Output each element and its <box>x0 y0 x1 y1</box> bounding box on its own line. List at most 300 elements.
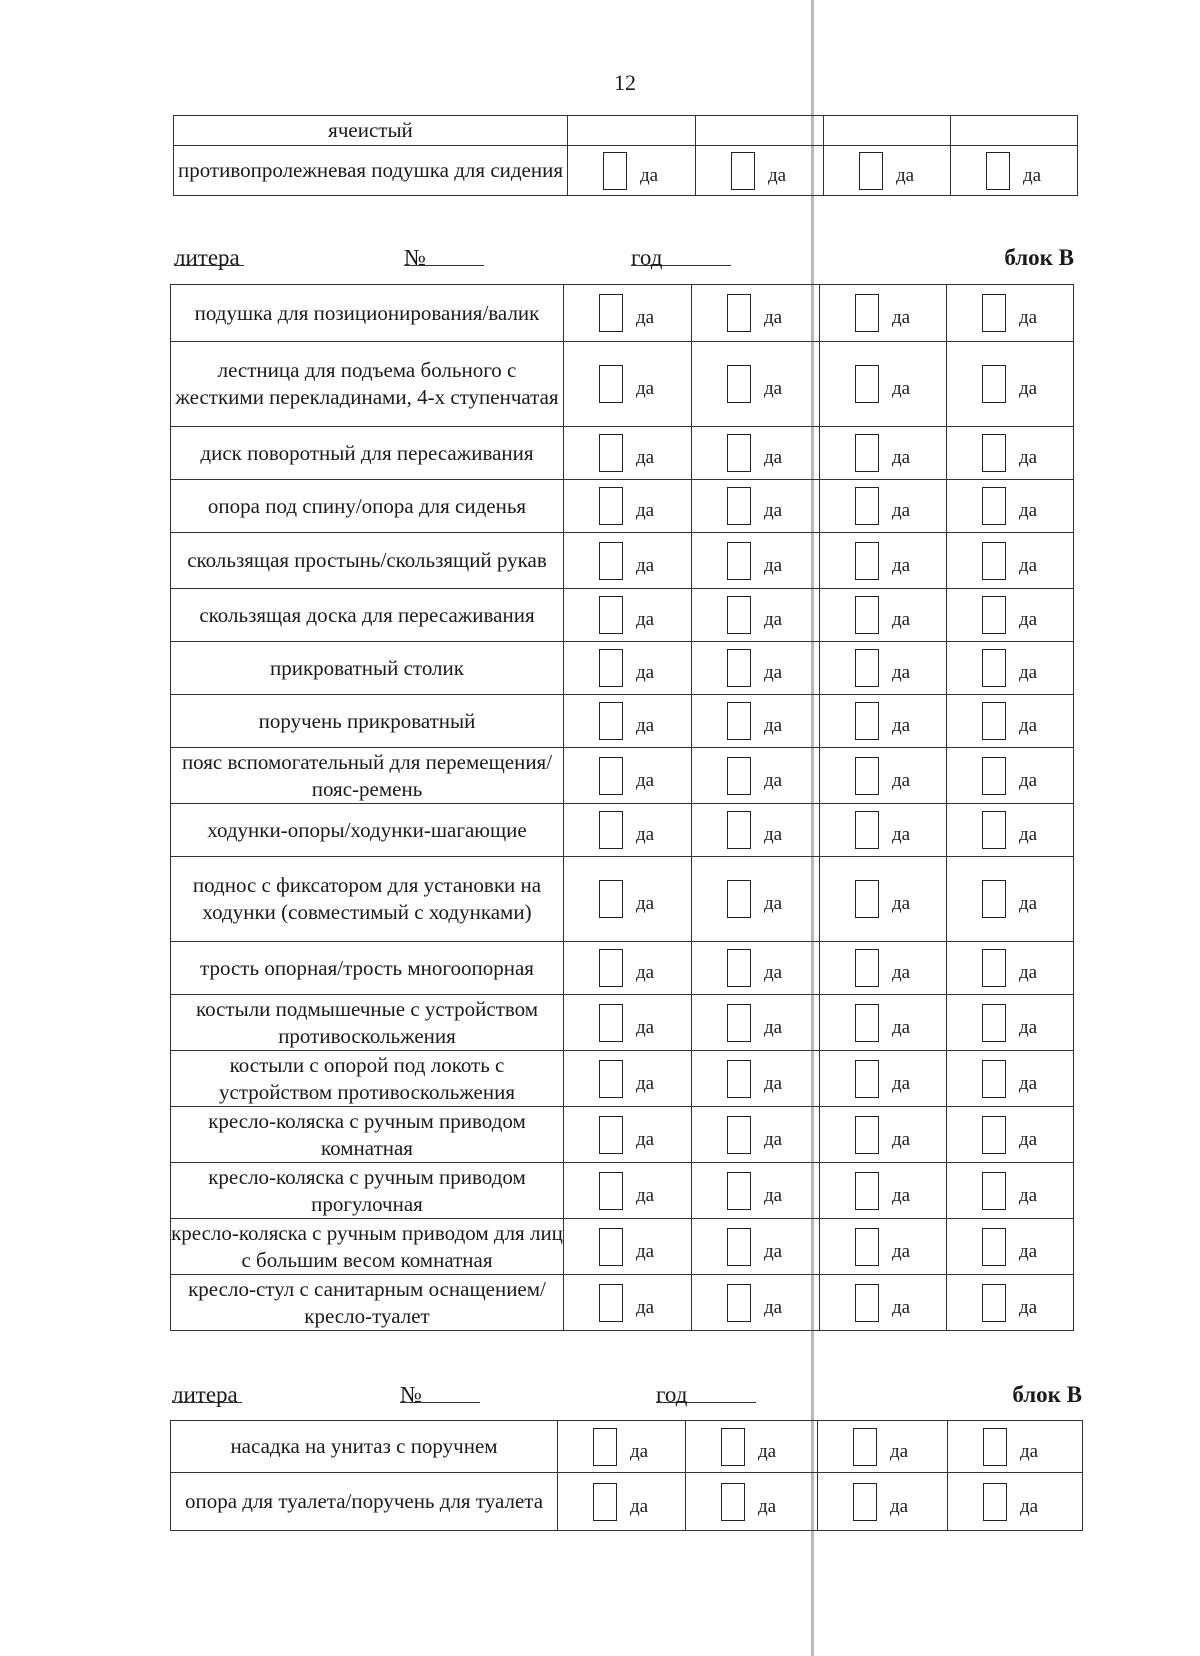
option-cell-4 <box>947 642 1074 695</box>
option-cell-2 <box>686 1473 818 1531</box>
option-cell-1 <box>564 427 692 480</box>
checkbox-yes-label: да <box>758 1440 777 1462</box>
table-row <box>171 995 1074 1051</box>
checkbox[interactable] <box>599 702 623 740</box>
checkbox-yes-label: да <box>764 662 783 683</box>
checkbox-yes-label: да <box>1023 164 1042 186</box>
checkbox[interactable] <box>727 1116 751 1154</box>
checkbox[interactable] <box>855 1284 879 1322</box>
option-cell-2 <box>692 480 820 533</box>
option-cell-4 <box>947 942 1074 995</box>
checkbox-yes-label: да <box>636 769 655 791</box>
checkbox[interactable] <box>727 649 751 687</box>
checkbox[interactable] <box>599 949 623 987</box>
checkbox[interactable] <box>982 596 1006 634</box>
option-cell-2 <box>692 748 820 804</box>
option-cell-4 <box>947 427 1074 480</box>
option-cell-2 <box>692 342 820 427</box>
option-cell-3 <box>820 1275 947 1331</box>
option-cell-2 <box>692 427 820 480</box>
checkbox-yes-label: да <box>764 824 783 845</box>
table-row <box>171 285 1074 342</box>
checkbox-yes-label: да <box>1019 447 1038 468</box>
checkbox[interactable] <box>855 702 879 740</box>
checkbox[interactable] <box>982 1228 1006 1266</box>
checkbox[interactable] <box>599 294 623 332</box>
table-row <box>171 1107 1074 1163</box>
item-label: кресло-стул с санитарным оснащением/кресло-туалет <box>171 1275 564 1331</box>
checkbox-yes-label: да <box>764 769 783 791</box>
checkbox[interactable] <box>855 1172 879 1210</box>
option-cell-3 <box>820 748 947 804</box>
option-cell-2 <box>692 1219 820 1275</box>
option-cell-4 <box>947 1163 1074 1219</box>
checkbox[interactable] <box>855 1060 879 1098</box>
option-cell-3 <box>820 857 947 942</box>
checkbox[interactable] <box>982 365 1006 403</box>
checkbox-yes-label: да <box>636 1016 655 1038</box>
checkbox[interactable] <box>982 1004 1006 1042</box>
checkbox-yes-label: да <box>892 824 911 845</box>
item-label: поднос с фиксатором для установки на ходунки (совместимый с ходунками) <box>171 857 564 942</box>
option-cell-3 <box>820 285 947 342</box>
checkbox[interactable] <box>859 152 883 190</box>
checkbox-yes-label: да <box>896 164 915 186</box>
option-cell-3 <box>820 1163 947 1219</box>
checkbox-yes-label: да <box>892 447 911 468</box>
checkbox[interactable] <box>982 1284 1006 1322</box>
checkbox[interactable] <box>599 365 623 403</box>
checkbox[interactable] <box>593 1428 617 1466</box>
checkbox[interactable] <box>855 365 879 403</box>
checkbox[interactable] <box>721 1428 745 1466</box>
checkbox-yes-label: да <box>892 1072 911 1094</box>
checkbox[interactable] <box>982 1172 1006 1210</box>
checkbox-yes-label: да <box>636 715 655 736</box>
checkbox[interactable] <box>599 649 623 687</box>
checkbox[interactable] <box>727 702 751 740</box>
option-cell-4 <box>951 146 1078 196</box>
section-header-1 <box>174 245 1074 275</box>
option-cell-3 <box>820 533 947 589</box>
checkbox-yes-label: да <box>764 1296 783 1318</box>
checkbox-yes-label: да <box>636 1128 655 1150</box>
option-cell-2 <box>692 1163 820 1219</box>
checkbox[interactable] <box>982 542 1006 580</box>
option-cell-4 <box>947 1051 1074 1107</box>
checkbox[interactable] <box>599 1116 623 1154</box>
checkbox[interactable] <box>853 1483 877 1521</box>
table-row <box>171 427 1074 480</box>
checkbox-yes-label: да <box>636 447 655 468</box>
table-row <box>171 1219 1074 1275</box>
checkbox[interactable] <box>855 1116 879 1154</box>
checkbox-yes-label: да <box>892 1240 911 1262</box>
checkbox-yes-label: да <box>1019 609 1038 630</box>
checkbox[interactable] <box>599 757 623 795</box>
checkbox-yes-label: да <box>764 1240 783 1262</box>
page-number: 12 <box>614 70 636 95</box>
checkbox[interactable] <box>982 434 1006 472</box>
table-row <box>174 116 1078 146</box>
option-cell-1 <box>568 116 696 146</box>
item-label: лестница для подъема больного с жесткими перекладинами, 4-х ступенчатая <box>171 342 564 427</box>
checkbox[interactable] <box>599 596 623 634</box>
checkbox[interactable] <box>599 1004 623 1042</box>
table-row <box>171 342 1074 427</box>
checkbox[interactable] <box>982 949 1006 987</box>
checkbox-yes-label: да <box>892 500 911 521</box>
option-cell-2 <box>686 1421 818 1473</box>
option-cell-1 <box>564 285 692 342</box>
table-row <box>174 146 1078 196</box>
item-label: скользящая простынь/скользящий рукав <box>171 533 564 589</box>
checkbox-yes-label: да <box>764 1072 783 1094</box>
checkbox-yes-label: да <box>636 824 655 845</box>
option-cell-2 <box>692 1051 820 1107</box>
checkbox-yes-label: да <box>630 1440 649 1462</box>
checkbox-yes-label: да <box>1019 1184 1038 1206</box>
option-cell-3 <box>820 804 947 857</box>
item-label: опора под спину/опора для сиденья <box>171 480 564 533</box>
checkbox-yes-label: да <box>764 500 783 521</box>
checkbox[interactable] <box>727 811 751 849</box>
item-label: поручень прикроватный <box>171 695 564 748</box>
checkbox[interactable] <box>727 294 751 332</box>
item-label: прикроватный столик <box>171 642 564 695</box>
option-cell-1 <box>564 589 692 642</box>
checkbox[interactable] <box>855 596 879 634</box>
checkbox[interactable] <box>855 811 879 849</box>
checkbox-yes-label: да <box>636 662 655 683</box>
option-cell-1 <box>564 1107 692 1163</box>
option-cell-4 <box>947 1219 1074 1275</box>
checkbox-yes-label: да <box>1019 378 1038 399</box>
table-row <box>171 642 1074 695</box>
checkbox[interactable] <box>721 1483 745 1521</box>
checkbox-yes-label: да <box>1019 500 1038 521</box>
checkbox[interactable] <box>853 1428 877 1466</box>
item-label: кресло-коляска с ручным приводом для лиц с большим весом комнатная <box>171 1219 564 1275</box>
checkbox[interactable] <box>982 294 1006 332</box>
option-cell-3 <box>820 1051 947 1107</box>
checkbox[interactable] <box>982 1060 1006 1098</box>
checkbox-yes-label: да <box>764 1128 783 1150</box>
checkbox[interactable] <box>727 434 751 472</box>
checkbox[interactable] <box>982 757 1006 795</box>
checkbox[interactable] <box>982 702 1006 740</box>
checkbox[interactable] <box>855 880 879 918</box>
table-row <box>171 942 1074 995</box>
checkbox-yes-label: да <box>1019 1072 1038 1094</box>
checkbox[interactable] <box>727 949 751 987</box>
checkbox[interactable] <box>855 1004 879 1042</box>
checkbox[interactable] <box>727 757 751 795</box>
checkbox[interactable] <box>599 542 623 580</box>
checkbox[interactable] <box>855 649 879 687</box>
option-cell-3 <box>818 1421 948 1473</box>
equipment-table-block-b <box>170 284 1074 1331</box>
option-cell-2 <box>692 589 820 642</box>
item-label: трость опорная/трость многоопорная <box>171 942 564 995</box>
checkbox-yes-label: да <box>636 1296 655 1318</box>
option-cell-2 <box>696 146 824 196</box>
checkbox-yes-label: да <box>636 1072 655 1094</box>
checkbox[interactable] <box>599 1060 623 1098</box>
option-cell-4 <box>947 533 1074 589</box>
checkbox-yes-label: да <box>892 307 911 328</box>
option-cell-1 <box>564 1275 692 1331</box>
checkbox[interactable] <box>731 152 755 190</box>
checkbox[interactable] <box>599 811 623 849</box>
checkbox-yes-label: да <box>1019 1240 1038 1262</box>
checkbox-yes-label: да <box>636 1184 655 1206</box>
equipment-table-block-b-2 <box>170 1420 1083 1531</box>
checkbox-yes-label: да <box>636 378 655 399</box>
section-header-2 <box>172 1382 1082 1412</box>
checkbox[interactable] <box>855 1228 879 1266</box>
checkbox-yes-label: да <box>1019 1016 1038 1038</box>
option-cell-4 <box>947 804 1074 857</box>
litera-label: литера <box>172 1382 238 1407</box>
checkbox-yes-label: да <box>1019 715 1038 736</box>
option-cell-2 <box>692 285 820 342</box>
option-cell-2 <box>692 995 820 1051</box>
option-cell-1 <box>564 342 692 427</box>
checkbox[interactable] <box>982 1116 1006 1154</box>
item-label: кресло-коляска с ручным приводом прогулочная <box>171 1163 564 1219</box>
option-cell-1 <box>564 1163 692 1219</box>
item-label: пояс вспомогательный для перемещения/пояс-ремень <box>171 748 564 804</box>
checkbox[interactable] <box>599 1172 623 1210</box>
checkbox-yes-label: да <box>892 1184 911 1206</box>
checkbox[interactable] <box>982 649 1006 687</box>
item-label: кресло-коляска с ручным приводом комнатная <box>171 1107 564 1163</box>
checkbox-yes-label: да <box>636 893 655 914</box>
checkbox-yes-label: да <box>892 378 911 399</box>
option-cell-1 <box>564 1219 692 1275</box>
checkbox[interactable] <box>727 1172 751 1210</box>
option-cell-4 <box>947 995 1074 1051</box>
option-cell-4 <box>947 1107 1074 1163</box>
item-label: скользящая доска для пересаживания <box>171 589 564 642</box>
checkbox[interactable] <box>727 1004 751 1042</box>
item-label: костыли с опорой под локоть с устройством противоскольжения <box>171 1051 564 1107</box>
option-cell-4 <box>947 857 1074 942</box>
option-cell-1 <box>564 533 692 589</box>
option-cell-3 <box>820 695 947 748</box>
option-cell-4 <box>948 1421 1083 1473</box>
item-label: противопролежневая подушка для сидения <box>174 146 568 196</box>
checkbox-yes-label: да <box>1019 662 1038 683</box>
table-row <box>171 1473 1083 1531</box>
item-label: ячеистый <box>174 116 568 146</box>
checkbox[interactable] <box>599 434 623 472</box>
option-cell-4 <box>947 480 1074 533</box>
checkbox-yes-label: да <box>636 554 655 576</box>
checkbox[interactable] <box>983 1483 1007 1521</box>
table-row <box>171 589 1074 642</box>
checkbox[interactable] <box>727 542 751 580</box>
checkbox-yes-label: да <box>636 307 655 328</box>
checkbox[interactable] <box>593 1483 617 1521</box>
checkbox-yes-label: да <box>892 609 911 630</box>
checkbox-yes-label: да <box>764 378 783 399</box>
year-label: год <box>631 245 663 270</box>
checkbox[interactable] <box>599 1284 623 1322</box>
checkbox-yes-label: да <box>764 715 783 736</box>
checkbox-yes-label: да <box>1019 962 1038 983</box>
option-cell-3 <box>820 480 947 533</box>
option-cell-2 <box>692 1275 820 1331</box>
checkbox[interactable] <box>855 949 879 987</box>
checkbox[interactable] <box>986 152 1010 190</box>
option-cell-1 <box>564 995 692 1051</box>
checkbox-yes-label: да <box>892 769 911 791</box>
option-cell-3 <box>820 427 947 480</box>
option-cell-2 <box>692 857 820 942</box>
checkbox-yes-label: да <box>640 164 659 186</box>
checkbox-yes-label: да <box>764 609 783 630</box>
checkbox[interactable] <box>727 596 751 634</box>
option-cell-3 <box>820 589 947 642</box>
litera-label: литера <box>174 245 240 270</box>
item-label: диск поворотный для пересаживания <box>171 427 564 480</box>
checkbox[interactable] <box>599 487 623 525</box>
block-label: блок В <box>1012 1382 1082 1407</box>
table-row <box>171 533 1074 589</box>
checkbox-yes-label: да <box>1020 1440 1039 1462</box>
item-label: опора для туалета/поручень для туалета <box>171 1473 558 1531</box>
checkbox[interactable] <box>982 811 1006 849</box>
checkbox-yes-label: да <box>1019 1296 1038 1318</box>
option-cell-4 <box>947 695 1074 748</box>
checkbox-yes-label: да <box>636 609 655 630</box>
checkbox[interactable] <box>855 542 879 580</box>
option-cell-1 <box>558 1473 686 1531</box>
checkbox-yes-label: да <box>892 1296 911 1318</box>
table-row <box>171 695 1074 748</box>
option-cell-2 <box>692 1107 820 1163</box>
option-cell-2 <box>692 533 820 589</box>
checkbox[interactable] <box>983 1428 1007 1466</box>
checkbox-yes-label: да <box>892 662 911 683</box>
checkbox-yes-label: да <box>764 1184 783 1206</box>
checkbox-yes-label: да <box>1019 554 1038 576</box>
option-cell-3 <box>820 642 947 695</box>
checkbox[interactable] <box>855 757 879 795</box>
checkbox[interactable] <box>982 880 1006 918</box>
checkbox-yes-label: да <box>630 1495 649 1517</box>
checkbox-yes-label: да <box>892 554 911 576</box>
option-cell-3 <box>824 116 951 146</box>
option-cell-1 <box>564 857 692 942</box>
checkbox-yes-label: да <box>764 893 783 914</box>
option-cell-4 <box>947 285 1074 342</box>
option-cell-4 <box>947 342 1074 427</box>
checkbox[interactable] <box>727 487 751 525</box>
checkbox-yes-label: да <box>764 447 783 468</box>
item-label: подушка для позиционирования/валик <box>171 285 564 342</box>
option-cell-3 <box>820 995 947 1051</box>
checkbox-yes-label: да <box>892 962 911 983</box>
table-row <box>171 857 1074 942</box>
checkbox-yes-label: да <box>1019 893 1038 914</box>
checkbox-yes-label: да <box>1019 307 1038 328</box>
checkbox-yes-label: да <box>1019 1128 1038 1150</box>
table-row <box>171 480 1074 533</box>
option-cell-2 <box>692 942 820 995</box>
checkbox[interactable] <box>855 487 879 525</box>
checkbox[interactable] <box>727 1228 751 1266</box>
option-cell-2 <box>692 695 820 748</box>
option-cell-1 <box>564 695 692 748</box>
checkbox-yes-label: да <box>758 1495 777 1517</box>
option-cell-1 <box>558 1421 686 1473</box>
checkbox-yes-label: да <box>764 962 783 983</box>
option-cell-1 <box>564 748 692 804</box>
option-cell-3 <box>820 942 947 995</box>
table-row <box>171 1421 1083 1473</box>
item-label: насадка на унитаз с поручнем <box>171 1421 558 1473</box>
checkbox-yes-label: да <box>890 1440 909 1462</box>
year-label: год <box>656 1382 688 1407</box>
option-cell-1 <box>564 642 692 695</box>
checkbox[interactable] <box>727 1060 751 1098</box>
checkbox-yes-label: да <box>892 1016 911 1038</box>
checkbox[interactable] <box>727 880 751 918</box>
option-cell-4 <box>947 589 1074 642</box>
checkbox-yes-label: да <box>636 500 655 521</box>
checkbox-yes-label: да <box>1020 1495 1039 1517</box>
checkbox[interactable] <box>599 1228 623 1266</box>
checkbox[interactable] <box>599 880 623 918</box>
option-cell-1 <box>564 804 692 857</box>
checkbox[interactable] <box>727 365 751 403</box>
checkbox[interactable] <box>727 1284 751 1322</box>
checkbox[interactable] <box>603 152 627 190</box>
checkbox-yes-label: да <box>764 554 783 576</box>
checkbox-yes-label: да <box>768 164 787 186</box>
checkbox-yes-label: да <box>892 715 911 736</box>
option-cell-2 <box>696 116 824 146</box>
checkbox-yes-label: да <box>764 1016 783 1038</box>
option-cell-4 <box>948 1473 1083 1531</box>
checkbox-yes-label: да <box>636 962 655 983</box>
option-cell-4 <box>947 748 1074 804</box>
item-label: ходунки-опоры/ходунки-шагающие <box>171 804 564 857</box>
number-label: № <box>400 1382 422 1407</box>
option-cell-2 <box>692 642 820 695</box>
table-row <box>171 748 1074 804</box>
option-cell-1 <box>564 480 692 533</box>
option-cell-3 <box>820 1107 947 1163</box>
option-cell-3 <box>824 146 951 196</box>
option-cell-1 <box>564 1051 692 1107</box>
checkbox-yes-label: да <box>764 307 783 328</box>
table-row <box>171 1163 1074 1219</box>
checkbox-yes-label: да <box>1019 824 1038 845</box>
checkbox[interactable] <box>855 434 879 472</box>
option-cell-2 <box>692 804 820 857</box>
checkbox[interactable] <box>982 487 1006 525</box>
checkbox-yes-label: да <box>892 1128 911 1150</box>
table-row <box>171 1275 1074 1331</box>
block-label: блок В <box>1004 245 1074 270</box>
checkbox-yes-label: да <box>890 1495 909 1517</box>
checkbox[interactable] <box>855 294 879 332</box>
checkbox-yes-label: да <box>892 893 911 914</box>
